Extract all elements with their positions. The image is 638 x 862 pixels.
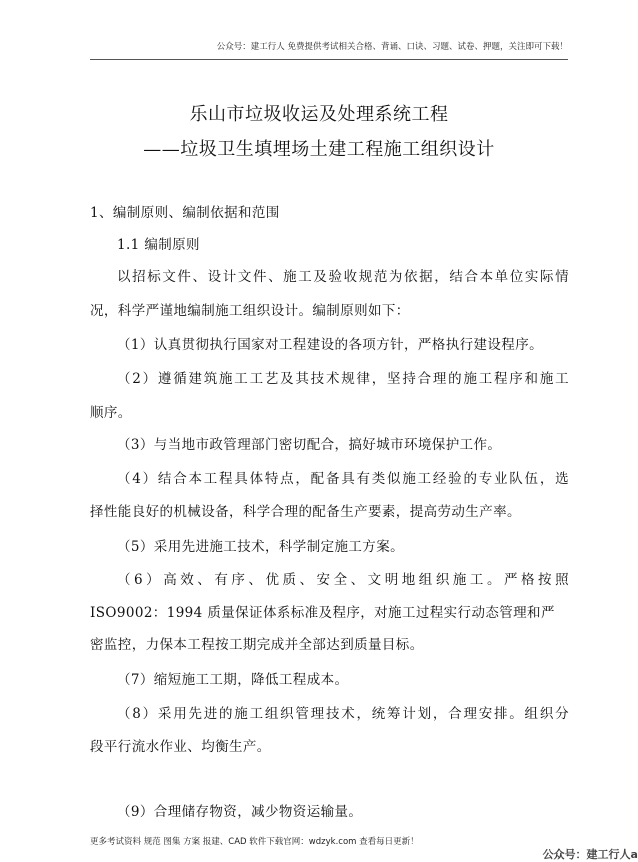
footer-note: 更多考试资料 规范 图集 方案 报建、CAD 软件下载官网：wdzyk.com 查看每日更新！ (90, 837, 419, 847)
list-item-continuation: 密监控，力保本工程按工期完成并全部达到质量目标。 (90, 637, 424, 653)
section-heading: 1、编制原则、编制依据和范围 (90, 205, 280, 221)
list-item: （6）高效、有序、优质、安全、文明地组织施工。严格按照 (117, 572, 569, 588)
list-item: （8）采用先进的施工组织管理技术，统筹计划，合理安排。组织分 (117, 706, 569, 722)
list-item: （4）结合本工程具体特点，配备具有类似施工经验的专业队伍，选 (117, 471, 569, 487)
list-item-continuation: 顺序。 (90, 405, 132, 421)
paragraph-line: 况，科学严谨地编制施工组织设计。编制原则如下： (90, 303, 410, 319)
subsection-heading: 1.1 编制原则 (117, 237, 200, 253)
list-item: （1）认真贯彻执行国家对工程建设的各项方针，严格执行建设程序。 (117, 337, 543, 353)
list-item: （2）遵循建筑施工工艺及其技术规律，坚持合理的施工程序和施工 (117, 371, 569, 387)
document-subtitle: ——垃圾卫生填埋场土建工程施工组织设计 (143, 139, 495, 160)
paragraph-line: 以招标文件、设计文件、施工及验收规范为依据，结合本单位实际情 (117, 269, 569, 285)
watermark: 公众号：建工行人a (542, 848, 638, 861)
list-item: （7）缩短施工工期，降低工程成本。 (117, 672, 349, 688)
list-item: （9）合理储存物资，减少物资运输量。 (117, 804, 363, 820)
list-item: （3）与当地市政管理部门密切配合，搞好城市环境保护工作。 (117, 437, 502, 453)
header-divider (90, 59, 568, 60)
header-note: 公众号：建工行人 免费提供考试相关合格、背诵、口诀、习题、试卷、押题，关注即可下载！ (216, 42, 568, 52)
document-title: 乐山市垃圾收运及处理系统工程 (189, 104, 449, 125)
list-item-continuation: 段平行流水作业、均衡生产。 (90, 739, 271, 755)
list-item-continuation: ISO9002：1994 质量保证体系标准及程序，对施工过程实行动态管理和严 (90, 605, 555, 621)
list-item-continuation: 择性能良好的机械设备，科学合理的配备生产要素，提高劳动生产率。 (90, 504, 521, 520)
list-item: （5）采用先进施工技术，科学制定施工方案。 (117, 539, 404, 555)
